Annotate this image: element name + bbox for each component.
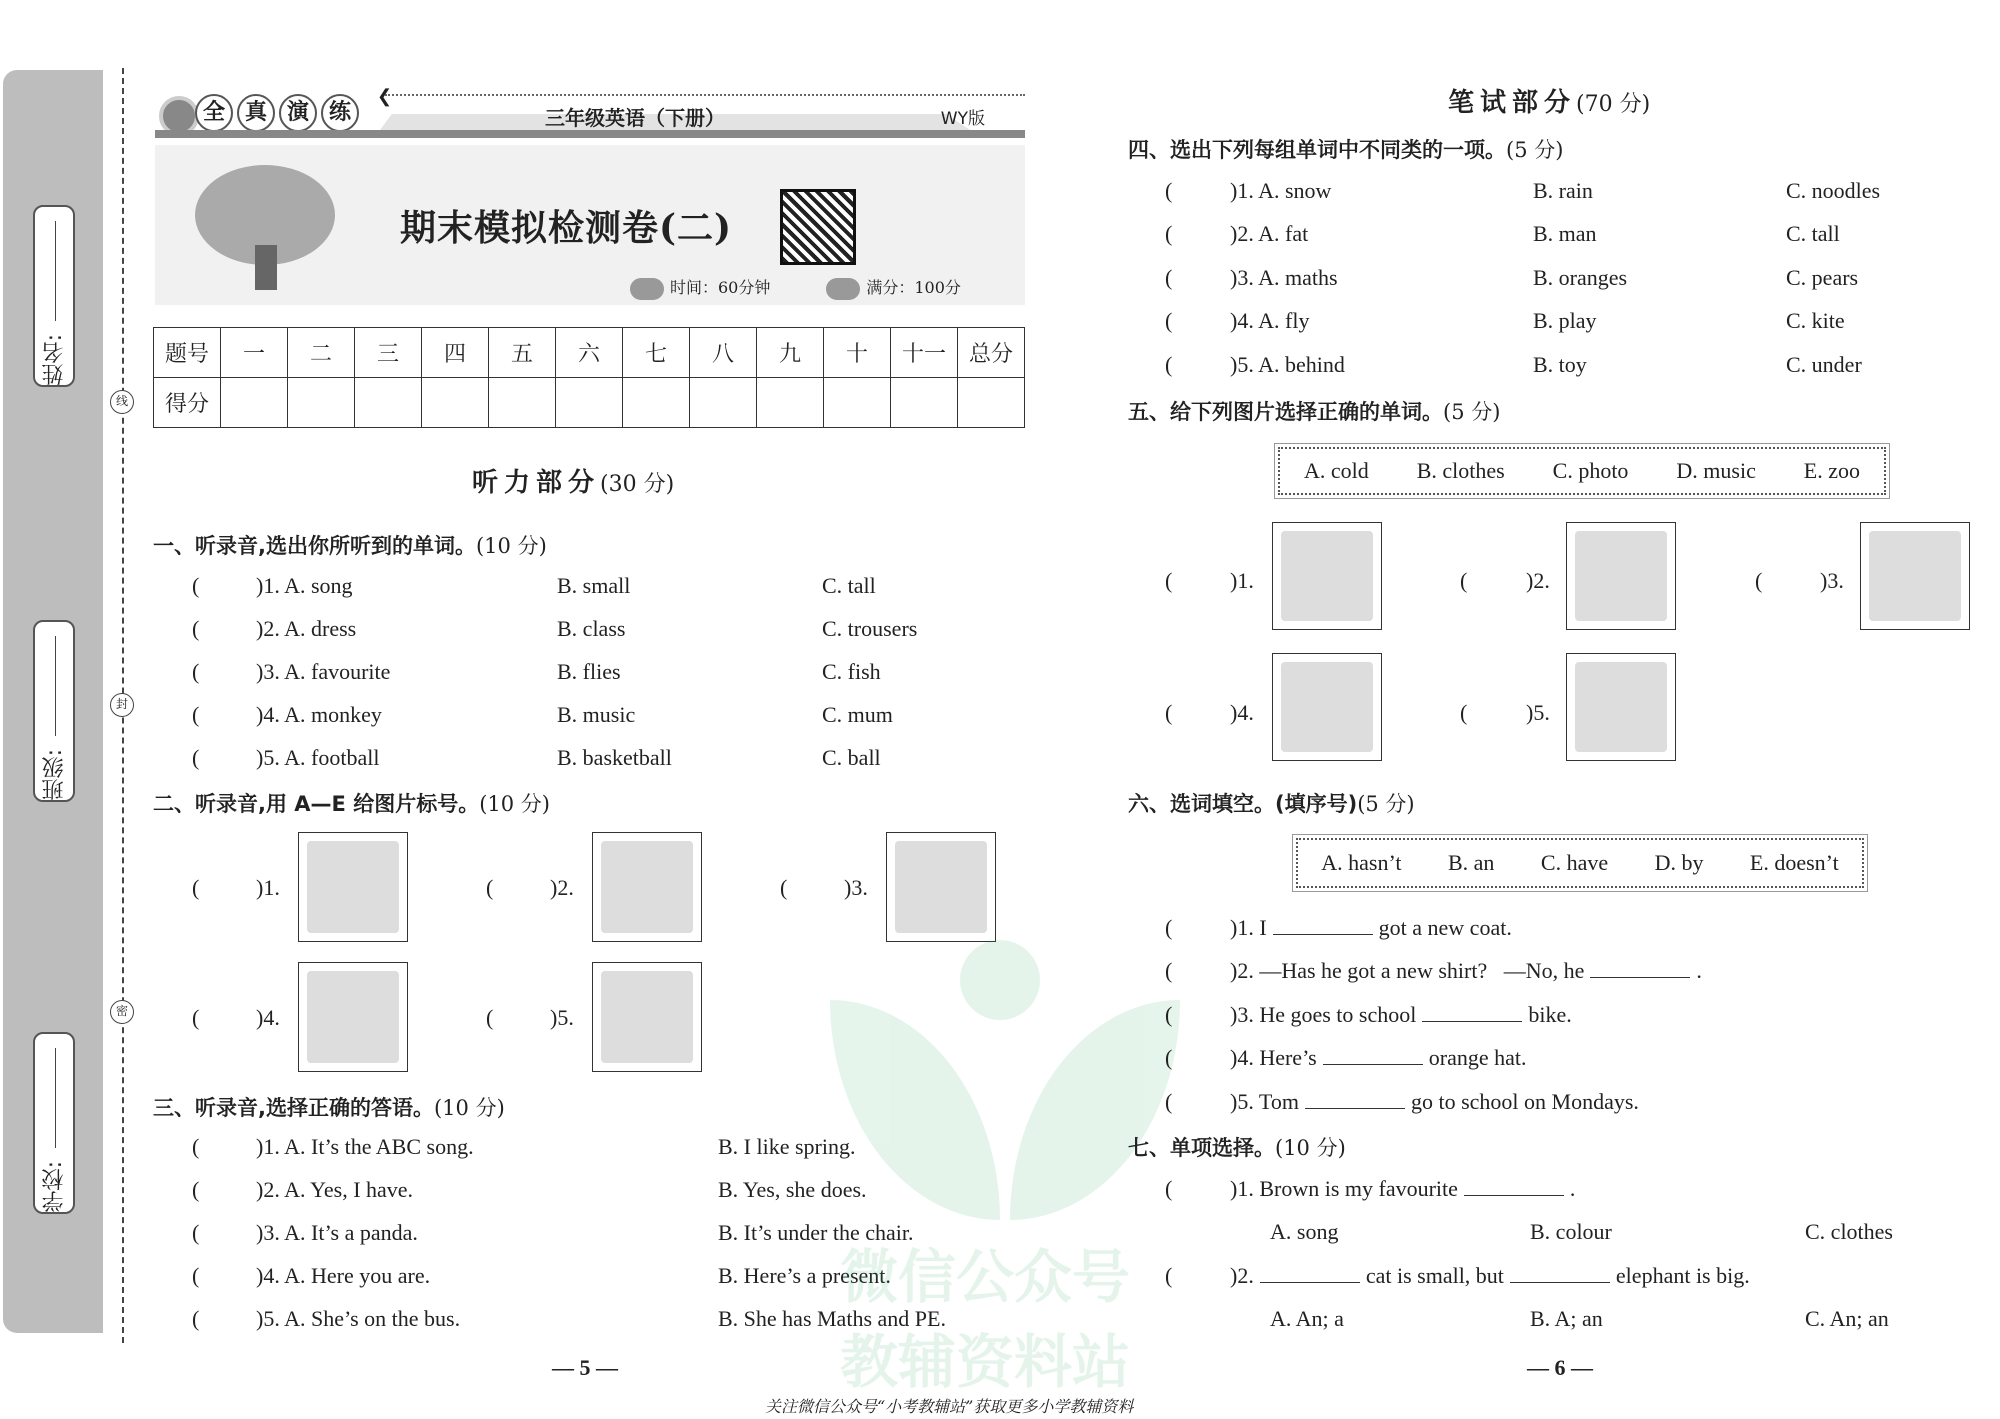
score-cell[interactable] <box>288 378 355 428</box>
time-info <box>630 275 770 300</box>
word-option: B. an <box>1447 850 1495 875</box>
question-2-title: 二、听录音,用 A—E 给图片标号。(10 分) <box>153 792 550 816</box>
table-cell: 四 <box>422 328 489 378</box>
q4-paren: ( <box>1165 352 1173 377</box>
q1-item-b: B. class <box>557 616 626 641</box>
q2-paren: ( <box>486 1005 494 1030</box>
q5-paren: ( <box>1460 700 1468 725</box>
q3-paren: ( <box>192 1177 200 1202</box>
sleeping-picture <box>298 962 408 1072</box>
binding-strip <box>3 70 103 1333</box>
score-cell[interactable] <box>891 378 958 428</box>
zoo-picture <box>1566 522 1676 630</box>
series-char: 练 <box>321 94 359 132</box>
qr-code-icon[interactable] <box>780 189 856 265</box>
q5-num: )3. <box>1820 568 1844 593</box>
table-cell: 一 <box>221 328 288 378</box>
word-option: A. hasn’t <box>1321 850 1402 875</box>
q1-item: ( <box>192 745 200 770</box>
cut-mark-line: 线 <box>110 390 134 414</box>
q5-paren: ( <box>1165 700 1173 725</box>
series-char: 演 <box>279 94 317 132</box>
q4-option-c: C. pears <box>1786 265 1859 290</box>
q1-item-b: B. small <box>557 573 631 598</box>
q1-item-c: C. trousers <box>822 616 918 641</box>
q3-paren: ( <box>192 1263 200 1288</box>
question-5-title: 五、给下列图片选择正确的单词。(5 分) <box>1128 400 1501 424</box>
class-underline <box>55 636 56 736</box>
q3-option-a: )1. A. It’s the ABC song. <box>256 1134 474 1159</box>
school-field[interactable] <box>33 1032 75 1214</box>
q6-paren: ( <box>1165 958 1173 983</box>
q4-option-b: B. man <box>1533 221 1597 246</box>
word-option: E. doesn’t <box>1749 850 1839 875</box>
q6-paren: ( <box>1165 1089 1173 1114</box>
q3-option-a: )5. A. She’s on the bus. <box>256 1306 461 1331</box>
score-cell[interactable] <box>221 378 288 428</box>
word-option: B. clothes <box>1416 458 1505 483</box>
q5-paren: ( <box>1165 568 1173 593</box>
q3-option-b: B. I like spring. <box>718 1134 856 1159</box>
q3-option-b: B. It’s under the chair. <box>718 1220 914 1245</box>
answer-blank[interactable] <box>1305 1108 1405 1109</box>
watermark-logo: 微信公众号 教辅资料站 <box>840 940 1180 1419</box>
word-option: C. have <box>1540 850 1609 875</box>
q3-option-a: )4. A. Here you are. <box>256 1263 431 1288</box>
q6-paren: ( <box>1165 1002 1173 1027</box>
table-header-row <box>154 328 1025 378</box>
score-cell[interactable] <box>690 378 757 428</box>
table-cell: 五 <box>489 328 556 378</box>
q4-paren: ( <box>1165 265 1173 290</box>
table-cell: 二 <box>288 328 355 378</box>
q1-item-c: C. fish <box>822 659 881 684</box>
q2-num: )4. <box>256 1005 280 1030</box>
q2-paren: ( <box>780 875 788 900</box>
cold-picture <box>1272 653 1382 761</box>
q2-num: )3. <box>844 875 868 900</box>
score-cell[interactable] <box>556 378 623 428</box>
q4-option-a: )5. A. behind <box>1230 352 1345 377</box>
table-cell: 十 <box>824 328 891 378</box>
score-cell[interactable] <box>824 378 891 428</box>
q3-option-b: B. She has Maths and PE. <box>718 1306 946 1331</box>
exam-title: 期末模拟检测卷(二) <box>400 207 733 249</box>
table-cell: 题号 <box>154 328 221 378</box>
q4-option-a: )2. A. fat <box>1230 221 1309 246</box>
table-cell: 总分 <box>958 328 1025 378</box>
question-6-title: 六、选词填空。(填序号)(5 分) <box>1128 792 1415 816</box>
cut-mark-seal: 封 <box>110 693 134 717</box>
page-number-right: — 6 — <box>1527 1355 1593 1380</box>
answer-blank[interactable] <box>1273 934 1373 935</box>
score-cell[interactable] <box>958 378 1025 428</box>
q7-option-b: B. A; an <box>1530 1306 1603 1331</box>
q3-option-b: B. Yes, she does. <box>718 1177 867 1202</box>
writing-section-title: 笔试部分(70 分) <box>1448 88 1651 118</box>
q1-item-a: )5. A. football <box>256 745 380 770</box>
name-label: 姓名: <box>41 333 67 385</box>
q4-option-c: C. tall <box>1786 221 1840 246</box>
q7-paren: ( <box>1165 1263 1173 1288</box>
q4-option-b: B. toy <box>1533 352 1587 377</box>
q1-item-c: C. tall <box>822 573 876 598</box>
q6-word-bank <box>1296 838 1864 888</box>
school-underline <box>55 1048 56 1148</box>
q7-paren: ( <box>1165 1176 1173 1201</box>
q1-item-b: B. music <box>557 702 636 727</box>
q6-paren: ( <box>1165 915 1173 940</box>
q4-paren: ( <box>1165 308 1173 333</box>
arrow-left-icon: ❮ <box>377 86 393 107</box>
knowledge-tree-illustration <box>190 155 340 295</box>
word-option: D. music <box>1676 458 1756 483</box>
score-cell[interactable] <box>623 378 690 428</box>
score-info <box>826 275 961 300</box>
q7-option-c: C. An; an <box>1805 1306 1889 1331</box>
q7-question: )1. Brown is my favourite . <box>1230 1176 1576 1201</box>
q6-sentence: )4. Here’s orange hat. <box>1230 1045 1527 1070</box>
q5-num: )2. <box>1526 568 1550 593</box>
q3-paren: ( <box>192 1306 200 1331</box>
title-panel <box>155 145 1025 305</box>
q5-paren: ( <box>1460 568 1468 593</box>
name-underline <box>55 221 56 321</box>
time-label: 时间：60分钟 <box>670 278 771 297</box>
q6-sentence: )2. —Has he got a new shirt? —No, he . <box>1230 958 1702 983</box>
q2-num: )5. <box>550 1005 574 1030</box>
answer-blank[interactable] <box>1323 1064 1423 1065</box>
answer-blank[interactable] <box>1260 1282 1360 1283</box>
q4-option-c: C. kite <box>1786 308 1845 333</box>
q2-paren: ( <box>192 1005 200 1030</box>
series-char: 全 <box>195 94 233 132</box>
question-3-title: 三、听录音,选择正确的答语。(10 分) <box>153 1096 505 1120</box>
q2-num: )2. <box>550 875 574 900</box>
q1-item-a: )4. A. monkey <box>256 702 382 727</box>
q6-paren: ( <box>1165 1045 1173 1070</box>
q3-option-a: )2. A. Yes, I have. <box>256 1177 414 1202</box>
q4-paren: ( <box>1165 221 1173 246</box>
score-cell[interactable] <box>422 378 489 428</box>
name-field[interactable] <box>33 205 75 387</box>
q1-item-a: )2. A. dress <box>256 616 357 641</box>
q6-sentence: )3. He goes to school bike. <box>1230 1002 1572 1027</box>
q3-option-a: )3. A. It’s a panda. <box>256 1220 418 1245</box>
q1-item: ( <box>192 573 200 598</box>
q4-option-c: C. under <box>1786 352 1862 377</box>
answer-blank[interactable] <box>1464 1195 1564 1196</box>
flying-kite-picture <box>592 832 702 942</box>
class-label: 班级: <box>41 748 67 800</box>
q1-item-b: B. basketball <box>557 745 672 770</box>
dotted-rule <box>385 94 1025 96</box>
q4-option-a: )1. A. snow <box>1230 178 1332 203</box>
q6-sentence: )1. I got a new coat. <box>1230 915 1512 940</box>
basketball-picture <box>592 962 702 1072</box>
q5-num: )1. <box>1230 568 1254 593</box>
q1-item-c: C. mum <box>822 702 893 727</box>
q5-num: )5. <box>1526 700 1550 725</box>
score-cell[interactable] <box>489 378 556 428</box>
answer-blank[interactable] <box>1422 1021 1522 1022</box>
table-cell: 八 <box>690 328 757 378</box>
q3-paren: ( <box>192 1220 200 1245</box>
q1-item-a: )3. A. favourite <box>256 659 391 684</box>
q1-item-b: B. flies <box>557 659 621 684</box>
word-option: D. by <box>1654 850 1704 875</box>
score-cell[interactable] <box>355 378 422 428</box>
q6-sentence: )5. Tom go to school on Mondays. <box>1230 1089 1639 1114</box>
q7-option-b: B. colour <box>1530 1219 1612 1244</box>
q2-paren: ( <box>192 875 200 900</box>
girl-shopping-picture <box>298 832 408 942</box>
q4-option-b: B. oranges <box>1533 265 1628 290</box>
q1-item: ( <box>192 616 200 641</box>
score-table <box>153 327 1025 428</box>
q5-paren: ( <box>1755 568 1763 593</box>
series-name <box>195 94 359 132</box>
school-label: 学校: <box>41 1160 67 1212</box>
table-cell: 九 <box>757 328 824 378</box>
q2-num: )1. <box>256 875 280 900</box>
q3-paren: ( <box>192 1134 200 1159</box>
q5-word-bank <box>1278 447 1886 495</box>
q1-item: ( <box>192 659 200 684</box>
q4-option-b: B. rain <box>1533 178 1593 203</box>
q4-option-a: )3. A. maths <box>1230 265 1338 290</box>
question-1-title: 一、听录音,选出你所听到的单词。(10 分) <box>153 534 547 558</box>
listening-section-title: 听力部分(30 分) <box>472 468 675 498</box>
q1-item-a: )1. A. song <box>256 573 353 598</box>
q7-option-a: A. An; a <box>1270 1306 1344 1331</box>
word-option: E. zoo <box>1803 458 1860 483</box>
edition-label: WY版 <box>940 109 985 129</box>
music-picture <box>1860 522 1970 630</box>
cut-mark-secret: 密 <box>110 1000 134 1024</box>
word-option: A. cold <box>1303 458 1369 483</box>
score-row <box>154 378 1025 428</box>
full-score-label: 满分：100分 <box>866 278 961 297</box>
graduation-cap-icon <box>826 278 860 300</box>
q4-paren: ( <box>1165 178 1173 203</box>
series-char: 真 <box>237 94 275 132</box>
q7-option-c: C. clothes <box>1805 1219 1893 1244</box>
word-option: C. photo <box>1552 458 1629 483</box>
table-cell: 七 <box>623 328 690 378</box>
table-cell: 六 <box>556 328 623 378</box>
q1-item-c: C. ball <box>822 745 881 770</box>
q4-option-a: )4. A. fly <box>1230 308 1310 333</box>
page-number-left: — 5 — <box>552 1355 618 1380</box>
footer-note: 关注微信公众号“小考教辅站”获取更多小学教辅资料 <box>765 1397 1134 1416</box>
subject-title: 三年级英语（下册） <box>545 106 725 130</box>
clothes-picture <box>1566 653 1676 761</box>
question-4-title: 四、选出下列每组单词中不同类的一项。(5 分) <box>1128 138 1564 162</box>
q4-option-c: C. noodles <box>1786 178 1881 203</box>
header-bar <box>155 130 1025 138</box>
q3-option-b: B. Here’s a present. <box>718 1263 891 1288</box>
q7-option-a: A. song <box>1270 1219 1339 1244</box>
table-cell: 得分 <box>154 378 221 428</box>
series-header <box>155 80 1025 140</box>
table-cell: 三 <box>355 328 422 378</box>
class-field[interactable] <box>33 620 75 802</box>
answer-blank[interactable] <box>1590 977 1690 978</box>
q4-option-b: B. play <box>1533 308 1597 333</box>
q7-question: )2. cat is small, but elephant is big. <box>1230 1263 1750 1288</box>
table-cell: 十一 <box>891 328 958 378</box>
q5-num: )4. <box>1230 700 1254 725</box>
riding-bike-picture <box>886 832 996 942</box>
answer-blank[interactable] <box>1510 1282 1610 1283</box>
q2-paren: ( <box>486 875 494 900</box>
score-cell[interactable] <box>757 378 824 428</box>
q1-item: ( <box>192 702 200 727</box>
family-photo-picture <box>1272 522 1382 630</box>
question-7-title: 七、单项选择。(10 分) <box>1128 1136 1346 1160</box>
exam-meta <box>630 275 961 300</box>
clock-icon <box>630 278 664 300</box>
